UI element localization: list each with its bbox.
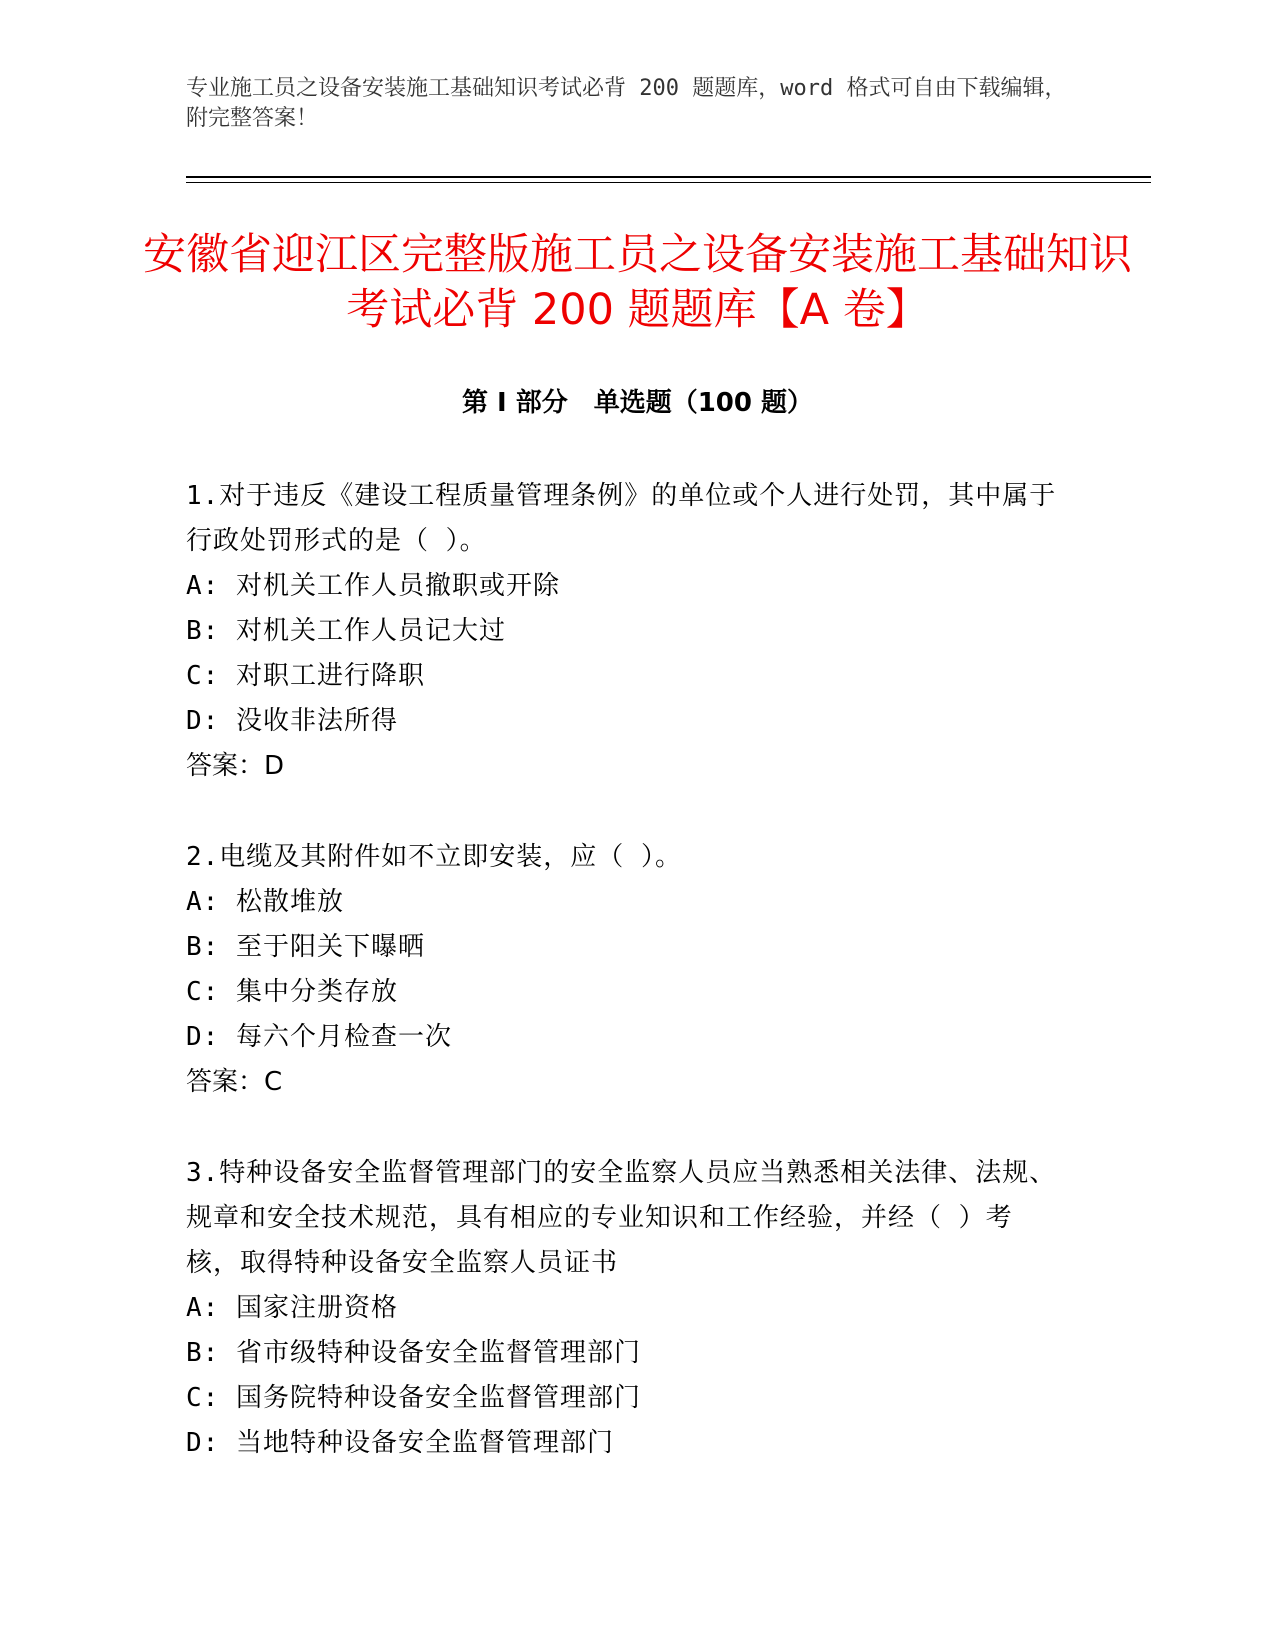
- option-b: B: 省市级特种设备安全监督管理部门: [186, 1338, 641, 1368]
- question-stem: 3.特种设备安全监督管理部门的安全监察人员应当熟悉相关法律、法规、规章和安全技术规范，具有相应的专业知识和工作经验，并经（ ）考核，取得特种设备安全监察人员证书: [186, 1158, 1057, 1278]
- answer: 答案：D: [186, 751, 285, 781]
- option-c: C: 集中分类存放: [186, 977, 398, 1007]
- option-b: B: 对机关工作人员记大过: [186, 616, 506, 646]
- option-a: A: 松散堆放: [186, 887, 344, 917]
- question-1: [186, 474, 1066, 789]
- header-rule-thin: [186, 182, 1151, 183]
- option-a: A: 对机关工作人员撤职或开除: [186, 571, 560, 601]
- option-c: C: 国务院特种设备安全监督管理部门: [186, 1383, 641, 1413]
- question-2: [186, 835, 1066, 1105]
- option-c: C: 对职工进行降职: [186, 661, 425, 691]
- question-3: [186, 1151, 1066, 1466]
- question-list: [186, 474, 1066, 1512]
- option-b: B: 至于阳关下曝晒: [186, 932, 425, 962]
- document-title: 安徽省迎江区完整版施工员之设备安装施工基础知识考试必背 200 题题库【A 卷】: [143, 230, 1132, 335]
- header-note: 专业施工员之设备安装施工基础知识考试必背 200 题题库，word 格式可自由下载编辑，附完整答案！: [186, 76, 1067, 131]
- section-title: 第 I 部分 单选题（100 题）: [461, 388, 814, 418]
- header-rule-thick: [186, 176, 1151, 178]
- option-d: D: 每六个月检查一次: [186, 1022, 452, 1052]
- option-a: A: 国家注册资格: [186, 1293, 398, 1323]
- question-stem: 2.电缆及其附件如不立即安装，应（ ）。: [186, 842, 682, 872]
- question-stem: 1.对于违反《建设工程质量管理条例》的单位或个人进行处罚，其中属于行政处罚形式的是（ ）。: [186, 481, 1057, 556]
- option-d: D: 没收非法所得: [186, 706, 398, 736]
- option-d: D: 当地特种设备安全监督管理部门: [186, 1428, 614, 1458]
- answer: 答案：C: [186, 1067, 283, 1097]
